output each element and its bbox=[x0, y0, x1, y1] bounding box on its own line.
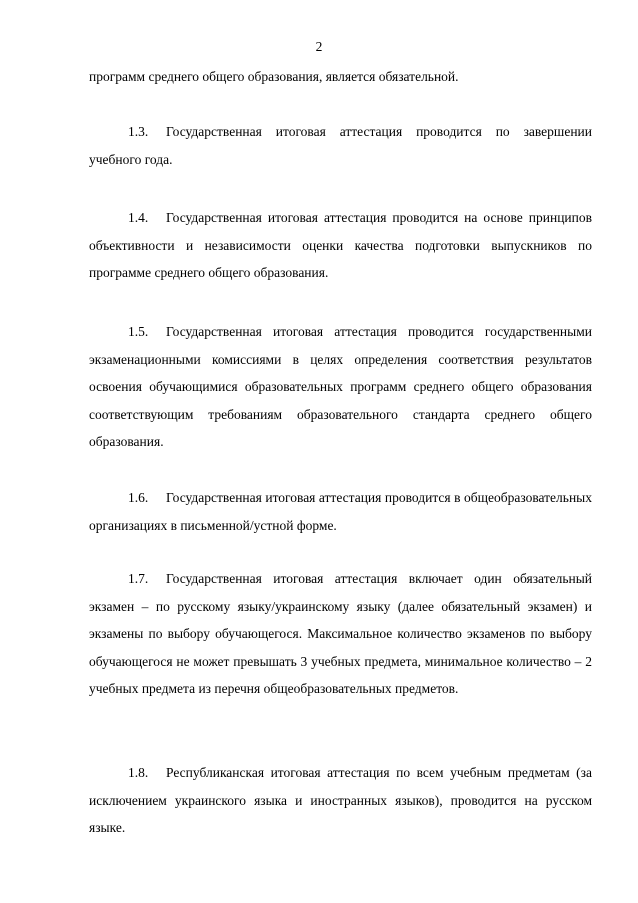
continuation-paragraph bbox=[89, 63, 592, 91]
paragraph-1-3 bbox=[89, 118, 592, 173]
paragraph-1-6 bbox=[89, 484, 592, 539]
paragraph-number: 1.3. bbox=[128, 124, 149, 139]
paragraph-text: Государственная итоговая аттестация проводится по завершении учебного года. bbox=[89, 124, 592, 167]
paragraph-1-7 bbox=[89, 565, 592, 703]
paragraph-number: 1.6. bbox=[128, 490, 149, 505]
paragraph-text: Государственная итоговая аттестация включает один обязательный экзамен – по русскому языку/украинскому языку (далее обязательный экзамен) и экзамены по выбору обучающегося. Максимальное количество экзаменов по выбору обучающегося не может превышать 3 учебных предмета, минимальное количество – 2 учебных предмета из перечня общеобразовательных предметов. bbox=[89, 571, 592, 697]
paragraph-number: 1.4. bbox=[128, 210, 149, 225]
paragraph-number: 1.8. bbox=[128, 765, 149, 780]
page-number: 2 bbox=[315, 39, 323, 54]
paragraph-number: 1.7. bbox=[128, 571, 149, 586]
paragraph-1-8 bbox=[89, 759, 592, 842]
paragraph-1-4 bbox=[89, 204, 592, 287]
paragraph-1-5 bbox=[89, 318, 592, 456]
paragraph-text: Государственная итоговая аттестация проводится в общеобразовательных организациях в письменной/устной форме. bbox=[89, 490, 592, 533]
paragraph-number: 1.5. bbox=[128, 324, 149, 339]
paragraph-text: Государственная итоговая аттестация проводится на основе принципов объективности и независимости оценки качества подготовки выпускников по программе среднего общего образования. bbox=[89, 210, 592, 281]
paragraph-text: Государственная итоговая аттестация проводится государственными экзаменационными комиссиями в целях определения соответствия результатов освоения обучающимися образовательных программ среднего общего образования соответствующим требованиям образовательного стандарта среднего общего образования. bbox=[89, 324, 592, 450]
paragraph-text: Республиканская итоговая аттестация по всем учебным предметам (за исключением украинского языка и иностранных языков), проводится на русском языке. bbox=[89, 765, 592, 836]
continuation-text: программ среднего общего образования, является обязательной. bbox=[89, 69, 459, 84]
